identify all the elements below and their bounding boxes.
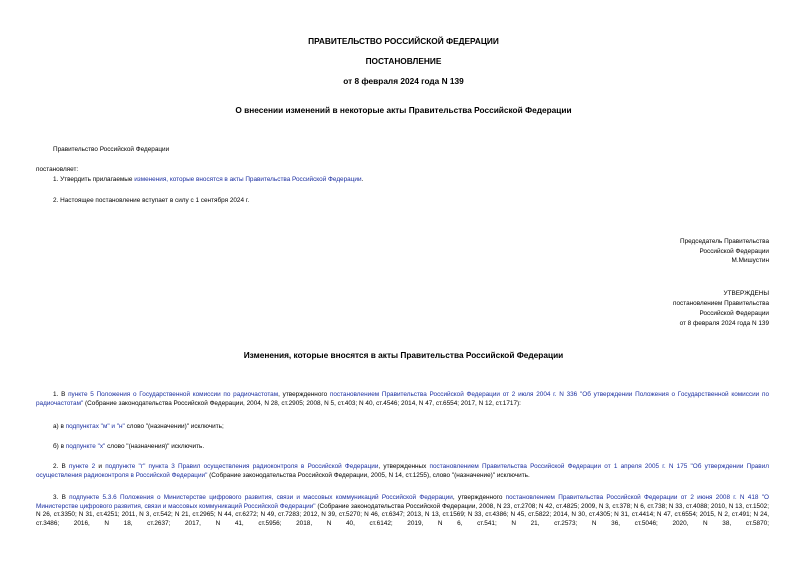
signature-line-1: Председатель Правительства [680, 238, 769, 245]
government-heading: ПРАВИТЕЛЬСТВО РОССИЙСКОЙ ФЕДЕРАЦИИ [308, 36, 499, 46]
paragraph-1-tail: (Собрание законодательства Российской Федерации, 2004, N 28, ст.2905; 2008, N 5, ст.403; N 40, ст.4546; 2014, N 47, ст.6554; 2017, N 12, ст.1717): [83, 399, 521, 407]
paragraph-3-tail: (Собрание законодательства Российской Федерации, 2008, N 23, ст.2708; N 42, ст.4825; 2009, N 3, ст.378; N 6, ст.738; N 33, ст.4088; 2010, N 13, ст.1502; N 26, ст.3350; N 31, ст.4251; 2011, N 3, ст.542; N 21, ст.2965; N 44, ст.6272; N 49, ст.7283; 2012, N 39, ст.5270; N 46, ст.6347; 2013, N 13, ст.1569; N 33, ст.4386; N 45, ст.5822; 2014, N 30, ст.4305; N 31, ст.4414; N 47, ст.6554; 2015, N 2, ст.491; N 24, ст.3486; 2016, N 18, ст.2637; 2017, N 41, ст.5956; 2018, N 40, ст.6142; 2019, N 6, ст.541; N 21, ст.2573; N 36, ст.5046; 2020, N 38, ст.5870; [36, 502, 769, 527]
paragraph-1-link-2[interactable]: постановлением Правительства Российской Федерации от 2 июля 2004 г. N 336 "Об утверждении Положения о Государственной комиссии по радиочастотам" [36, 391, 769, 407]
paragraph-2-link-2[interactable]: подпункте "г" пункта 3 Правил осуществления радиоконтроля в Российской Федерации [105, 463, 379, 470]
item-2: 2. Настоящее постановление вступает в силу с 1 сентября 2024 г. [53, 197, 250, 204]
approved-line-2: постановлением Правительства [673, 300, 769, 307]
signature-name: М.Мишустин [731, 257, 769, 264]
approved-line-3: Российской Федерации [699, 310, 769, 317]
paragraph-3-link-1[interactable]: подпункте 5.3.6 Положения о Министерстве цифрового развития, связи и массовых коммуникаций Российской Федерации [69, 494, 453, 501]
paragraph-1a-prefix: а) в [53, 423, 66, 430]
paragraph-1-num: 1. В [53, 391, 69, 398]
paragraph-2-mid-1: и [95, 463, 106, 470]
intro-text: Правительство Российской Федерации [53, 146, 170, 153]
paragraph-1a-suffix: слово "(назначении)" исключить; [124, 423, 224, 430]
paragraph-1-link-1[interactable]: пункте 5 Положения о Государственной комиссии по радиочастотам [68, 391, 279, 398]
paragraph-2-link-3[interactable]: постановлением Правительства Российской Федерации от 1 апреля 2005 г. N 175 "Об утверждении Правил осуществления радиоконтроля в Российской Федерации" [36, 463, 769, 479]
paragraph-2-tail: (Собрание законодательства Российской Федерации, 2005, N 14, ст.1255), слово "(назначение)" исключить. [207, 471, 530, 479]
paragraph-2-mid-2: , утвержденных [378, 463, 430, 470]
approved-line-1: УТВЕРЖДЕНЫ [723, 290, 769, 297]
paragraph-3 [36, 494, 769, 528]
paragraph-2-num: 2. В [53, 463, 69, 470]
decree-word: постановляет: [36, 166, 79, 173]
item-1 [53, 176, 363, 185]
paragraph-1b-link[interactable]: подпункте "х" [65, 443, 106, 450]
document-title: О внесении изменений в некоторые акты Правительства Российской Федерации [235, 105, 572, 115]
paragraph-2-link-1[interactable]: пункте 2 [69, 463, 96, 470]
paragraph-1a [53, 423, 224, 432]
paragraph-1b-suffix: слово "(назначения)" исключить. [105, 443, 205, 450]
paragraph-3-num: 3. В [53, 494, 70, 501]
doc-type-heading: ПОСТАНОВЛЕНИЕ [365, 56, 442, 66]
paragraph-1a-link[interactable]: подпунктах "м" и "н" [65, 423, 125, 430]
paragraph-1b [53, 443, 204, 452]
changes-title: Изменения, которые вносятся в акты Правительства Российской Федерации [243, 350, 564, 360]
paragraph-3-mid: , утвержденного [452, 494, 506, 501]
approved-line-4: от 8 февраля 2024 года N 139 [679, 320, 769, 327]
doc-date-number: от 8 февраля 2024 года N 139 [343, 76, 464, 86]
paragraph-1b-prefix: б) в [53, 443, 66, 450]
paragraph-1-mid: , утвержденного [278, 391, 330, 398]
paragraph-3-link-2[interactable]: постановлением Правительства Российской Федерации от 2 июня 2008 г. N 418 "О Министерстве цифрового развития, связи и массовых коммуникаций Российской Федерации" [36, 494, 769, 510]
item-1-suffix: . [361, 176, 364, 183]
paragraph-1 [36, 391, 769, 408]
changes-link[interactable]: изменения, которые вносятся в акты Правительства Российской Федерации [134, 176, 362, 183]
paragraph-2 [36, 463, 769, 480]
item-1-prefix: 1. Утвердить прилагаемые [53, 176, 135, 183]
signature-line-2: Российской Федерации [699, 248, 769, 255]
